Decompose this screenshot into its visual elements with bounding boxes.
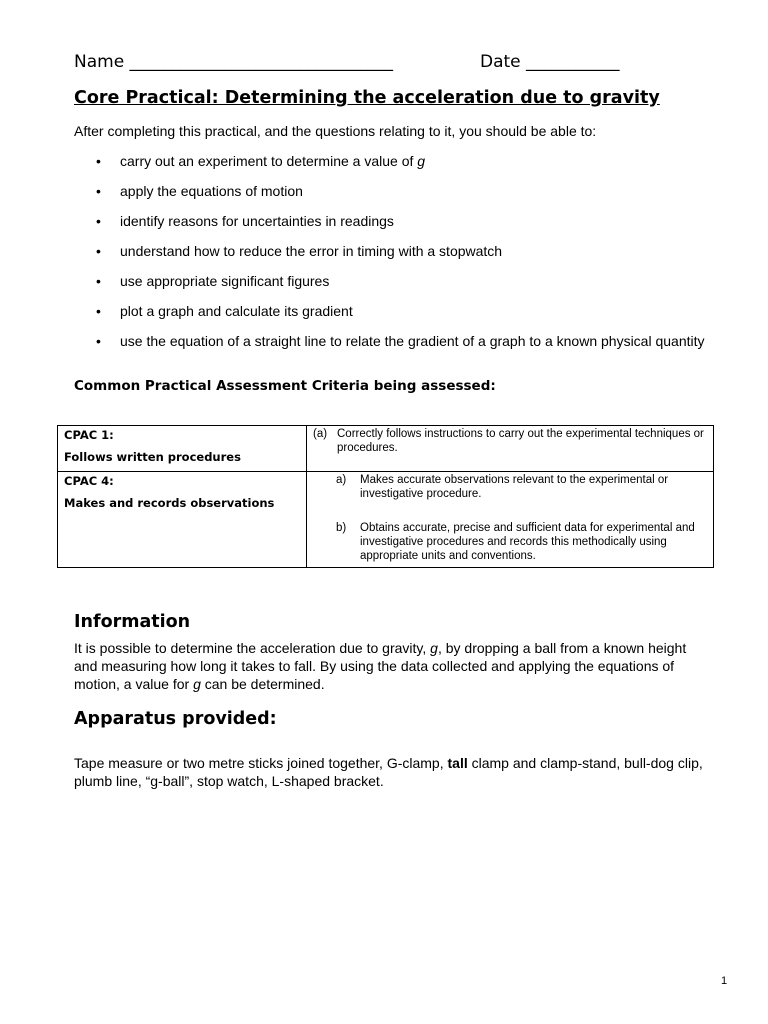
list-item-text: apply the equations of motion <box>120 183 303 199</box>
apparatus-text: clamp and clamp-stand, bull-dog clip, plumb line, “g-ball”, stop watch, L-shaped bracket. <box>74 755 703 789</box>
objectives-list <box>74 153 714 363</box>
criteria-text: Correctly follows instructions to carry out the experimental techniques or procedures. <box>337 428 704 454</box>
table-row <box>58 472 714 568</box>
list-item-text: identify reasons for uncertainties in readings <box>120 213 394 229</box>
criteria-marker: a) <box>336 474 347 486</box>
cpac-label-cell <box>58 472 307 568</box>
cpac-code: CPAC 1: <box>64 428 114 442</box>
apparatus-paragraph <box>74 754 704 790</box>
list-item-text: use the equation of a straight line to relate the gradient of a graph to a known physical quantity <box>120 333 705 349</box>
page-number: 1 <box>721 975 728 987</box>
criteria-marker: b) <box>336 522 347 534</box>
bullet-icon: • <box>96 243 101 259</box>
criteria-text: Makes accurate observations relevant to the experimental or investigative procedure. <box>360 474 669 500</box>
list-item-text: carry out an experiment to determine a value of <box>120 153 418 169</box>
cpac-label-cell <box>58 426 307 472</box>
symbol-g: g <box>417 153 426 169</box>
list-item <box>74 153 714 170</box>
information-paragraph <box>74 639 694 693</box>
information-text: , by dropping a ball from a known height and measuring how long it takes to fall. By using the data collected and applying the equations of motion, a value for <box>74 640 687 692</box>
apparatus-emphasis: tall <box>447 755 468 771</box>
list-item-text: plot a graph and calculate its gradient <box>120 303 353 319</box>
cpac-description-cell <box>307 472 714 568</box>
apparatus-text: Tape measure or two metre sticks joined together, G-clamp, <box>74 755 448 771</box>
list-item <box>74 333 714 350</box>
cpac-description-cell <box>307 426 714 472</box>
information-text: It is possible to determine the acceleration due to gravity, <box>74 640 431 656</box>
symbol-g: g <box>430 640 438 656</box>
bullet-icon: • <box>96 333 101 349</box>
bullet-icon: • <box>96 273 101 289</box>
name-field-label: Name _______________________________ <box>74 52 394 72</box>
intro-text: After completing this practical, and the questions relating to it, you should be able to: <box>74 123 597 139</box>
bullet-icon: • <box>96 153 101 169</box>
bullet-icon: • <box>96 303 101 319</box>
date-field-label: Date ___________ <box>480 52 620 72</box>
criteria-text: Obtains accurate, precise and sufficient data for experimental and investigative procedures and records this methodically using appropriate units and conventions. <box>360 522 695 562</box>
list-item <box>74 273 714 290</box>
criteria-item <box>313 473 707 501</box>
cpac-title: Follows written procedures <box>64 450 241 464</box>
list-item-text: use appropriate significant figures <box>120 273 330 289</box>
list-item <box>74 213 714 230</box>
list-item <box>74 243 714 260</box>
list-item <box>74 303 714 320</box>
page-title: Core Practical: Determining the acceleration due to gravity <box>74 88 660 108</box>
criteria-item <box>313 427 707 455</box>
information-text: can be determined. <box>200 676 325 692</box>
cpac-heading: Common Practical Assessment Criteria being assessed: <box>74 378 496 394</box>
bullet-icon: • <box>96 183 101 199</box>
list-item-text: understand how to reduce the error in timing with a stopwatch <box>120 243 503 259</box>
apparatus-heading: Apparatus provided: <box>74 709 277 729</box>
symbol-g: g <box>193 676 201 692</box>
criteria-marker: (a) <box>313 428 328 440</box>
cpac-title: Makes and records observations <box>64 496 275 510</box>
list-item <box>74 183 714 200</box>
table-row <box>58 426 714 472</box>
cpac-table <box>57 425 714 568</box>
cpac-code: CPAC 4: <box>64 474 114 488</box>
bullet-icon: • <box>96 213 101 229</box>
criteria-item <box>313 521 707 563</box>
information-heading: Information <box>74 612 191 632</box>
